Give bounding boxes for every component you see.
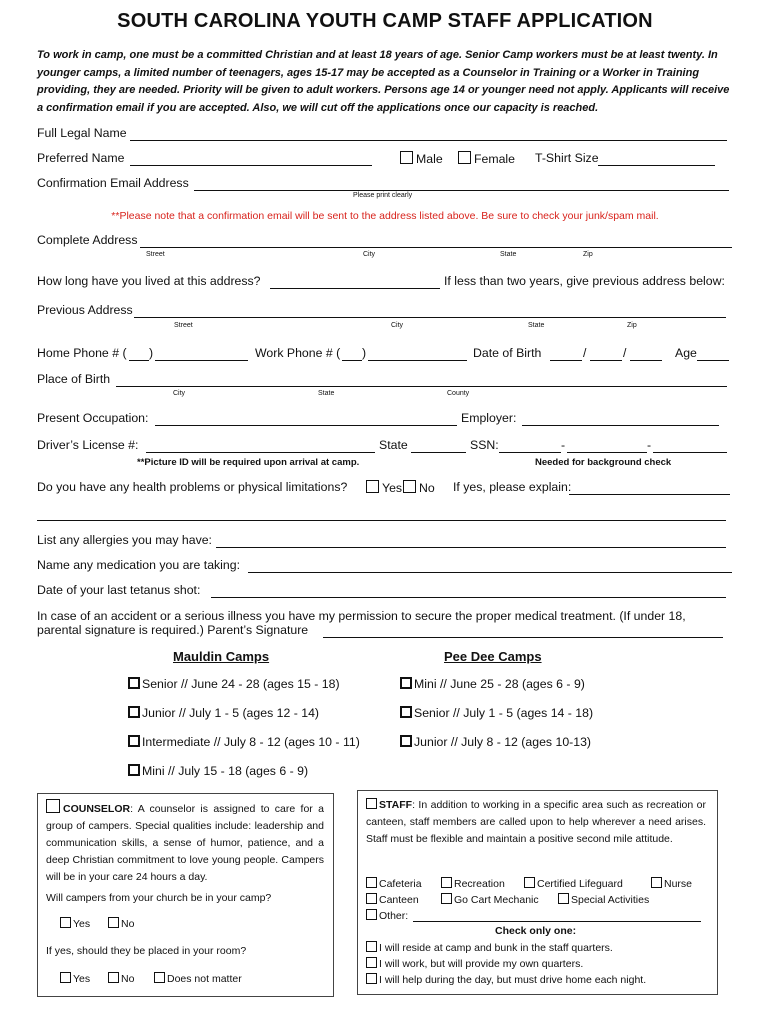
health-yes-checkbox[interactable] — [366, 480, 379, 493]
staff-option-label: Canteen — [379, 894, 419, 906]
q1-yes-label: Yes — [73, 918, 91, 930]
staff-option-label: Recreation — [454, 878, 505, 890]
work-phone-paren: ) — [362, 346, 367, 360]
female-checkbox[interactable] — [458, 151, 471, 164]
full-name-label: Full Legal Name — [37, 126, 127, 140]
place-of-birth-field[interactable] — [116, 386, 727, 387]
if-less-label: If less than two years, give previous address below: — [444, 274, 725, 288]
camp-option[interactable] — [400, 706, 593, 720]
q1-no-checkbox[interactable] — [108, 917, 119, 928]
camp-checkbox[interactable] — [400, 677, 412, 689]
male-option[interactable] — [400, 151, 443, 166]
staff-option-label: Nurse — [664, 878, 693, 890]
background-check-note: Needed for background check — [535, 457, 672, 468]
prev-street-caption: Street — [174, 322, 193, 329]
complete-address-label: Complete Address — [37, 233, 138, 247]
zip-caption: Zip — [583, 251, 593, 258]
dob-slash-2: / — [623, 346, 627, 360]
home-phone-label: Home Phone # ( — [37, 346, 127, 360]
camp-checkbox[interactable] — [400, 735, 412, 747]
counselor-desc: : A counselor is assigned to care for a group of campers. Special qualities include: leadership and communication skills, a sense of humor, patience, and a deep Christian commitment to love young people. Campers will be in your care 24 hours a day. — [46, 803, 324, 883]
counselor-question-1: Will campers from your church be in your camp? — [46, 892, 272, 904]
parental-signature-label: parental signature is required.) Parent’s Signature — [37, 623, 309, 637]
camp-checkbox[interactable] — [128, 764, 140, 776]
staff-option[interactable] — [441, 877, 505, 890]
camp-option[interactable] — [128, 677, 340, 691]
stay-label: I will reside at camp and bunk in the staff quarters. — [379, 942, 613, 954]
occupation-field[interactable] — [155, 425, 457, 426]
work-phone-label: Work Phone # ( — [255, 346, 341, 360]
staff-option-checkbox[interactable] — [366, 893, 377, 904]
home-phone-paren: ) — [149, 346, 154, 360]
camp-label: Mini // July 15 - 18 (ages 6 - 9) — [142, 764, 309, 778]
dob-month-field[interactable] — [550, 360, 582, 361]
staff-other-checkbox[interactable] — [366, 909, 377, 920]
staff-option-label: Certified Lifeguard — [537, 878, 623, 890]
staff-title: STAFF — [379, 799, 413, 811]
staff-option-label: Go Cart Mechanic — [454, 894, 539, 906]
tetanus-label: Date of your last tetanus shot: — [37, 583, 201, 597]
stay-option[interactable] — [366, 973, 646, 986]
q1-no-label: No — [121, 918, 135, 930]
allergies-label: List any allergies you may have: — [37, 533, 212, 547]
staff-option[interactable] — [651, 877, 692, 890]
age-label: Age — [675, 346, 697, 360]
occupation-label: Present Occupation: — [37, 411, 149, 425]
q2-no-option[interactable] — [108, 972, 134, 985]
camp-checkbox[interactable] — [128, 706, 140, 718]
staff-other-label: Other: — [379, 910, 409, 922]
camp-option[interactable] — [128, 735, 360, 749]
check-one-label: Check only one: — [495, 925, 577, 937]
q2-not-matter-option[interactable] — [154, 972, 242, 985]
staff-option-label: Special Activities — [571, 894, 650, 906]
female-option[interactable] — [458, 151, 515, 166]
male-checkbox[interactable] — [400, 151, 413, 164]
intro-paragraph: To work in camp, one must be a committed Christian and at least 18 years of age. Senior Camp workers must be at least twenty. In younger camps, a limited number of teenagers, ages 15-17 may be accepted as a Counselor in Training or a Worker in Training providing, they are needed. Priority will be given to adult workers. Persons age 14 or younger need not apply. Applicants will receive a confirmation email if you are accepted. Also, we will cut off the applications once our capacity is reached. — [37, 49, 730, 114]
email-warning: **Please note that a confirmation email will be sent to the address listed above. Be sure to check your junk/spam mail. — [111, 210, 659, 222]
email-label: Confirmation Email Address — [37, 176, 189, 190]
q1-yes-checkbox[interactable] — [60, 917, 71, 928]
prev-state-caption: State — [528, 322, 545, 329]
q2-yes-label: Yes — [73, 973, 91, 985]
stay-option[interactable] — [366, 957, 583, 970]
male-label: Male — [416, 152, 443, 166]
street-caption: Street — [146, 251, 165, 258]
health-explain-line-2[interactable] — [37, 520, 726, 521]
q2-not-matter-label: Does not matter — [167, 973, 242, 985]
medication-label: Name any medication you are taking: — [37, 558, 241, 572]
q2-not-matter-checkbox[interactable] — [154, 972, 165, 983]
staff-other-field[interactable] — [413, 921, 701, 922]
staff-desc: : In addition to working in a specific area such as recreation or canteen, staff members are called upon to help wherever a need arises. Staff must be flexible and maintain a positive second mile attitude. — [366, 799, 706, 845]
stay-label: I will work, but will provide my own quarters. — [379, 958, 584, 970]
drivers-license-label: Driver’s License #: — [37, 438, 139, 452]
ssn-part2-field[interactable] — [567, 452, 647, 453]
health-label: Do you have any health problems or physical limitations? — [37, 480, 348, 494]
camp-label: Senior // July 1 - 5 (ages 14 - 18) — [414, 706, 594, 720]
complete-address-field[interactable] — [140, 247, 732, 248]
employer-label: Employer: — [461, 411, 517, 425]
prev-zip-caption: Zip — [627, 322, 637, 329]
ssn-dash-2: - — [647, 438, 652, 452]
state-caption: State — [500, 251, 517, 258]
city-caption: City — [363, 251, 376, 258]
camp-option[interactable] — [128, 764, 308, 778]
work-area-code-field[interactable] — [342, 360, 362, 361]
dob-year-field[interactable] — [630, 360, 662, 361]
q2-yes-option[interactable] — [60, 972, 90, 985]
counselor-question-2: If yes, should they be placed in your room? — [46, 945, 247, 957]
pob-city-caption: City — [173, 390, 186, 397]
ssn-part1-field[interactable] — [499, 452, 561, 453]
ssn-label: SSN: — [470, 438, 499, 452]
medication-field[interactable] — [248, 572, 732, 573]
if-yes-explain-label: If yes, please explain: — [453, 480, 572, 494]
q2-yes-checkbox[interactable] — [60, 972, 71, 983]
previous-address-label: Previous Address — [37, 303, 133, 317]
stay-label: I will help during the day, but must drive home each night. — [379, 974, 647, 986]
camp-option[interactable] — [128, 706, 319, 720]
mauldin-camps-header: Mauldin Camps — [173, 649, 270, 664]
staff-other-option[interactable] — [366, 909, 408, 922]
stay-checkbox[interactable] — [366, 957, 377, 968]
counselor-checkbox[interactable] — [46, 799, 60, 813]
health-no-checkbox[interactable] — [403, 480, 416, 493]
preferred-name-label: Preferred Name — [37, 151, 125, 165]
staff-option-checkbox[interactable] — [441, 893, 452, 904]
q2-no-label: No — [121, 973, 135, 985]
camp-label: Mini // June 25 - 28 (ages 6 - 9) — [414, 677, 585, 691]
camp-label: Junior // July 8 - 12 (ages 10-13) — [414, 735, 592, 749]
camp-label: Junior // July 1 - 5 (ages 12 - 14) — [142, 706, 320, 720]
health-no-label: No — [419, 481, 435, 495]
q1-no-option[interactable] — [108, 917, 134, 930]
dl-state-label: State — [379, 438, 408, 452]
health-yes-option[interactable] — [366, 480, 402, 495]
home-area-code-field[interactable] — [129, 360, 149, 361]
staff-option[interactable] — [524, 877, 623, 890]
email-field[interactable] — [194, 190, 729, 191]
staff-option[interactable] — [366, 877, 422, 890]
work-phone-field[interactable] — [368, 360, 467, 361]
drivers-license-field[interactable] — [146, 452, 375, 453]
form-title: SOUTH CAROLINA YOUTH CAMP STAFF APPLICATION — [117, 10, 653, 32]
camp-checkbox[interactable] — [128, 735, 140, 747]
staff-option-checkbox[interactable] — [558, 893, 569, 904]
dob-day-field[interactable] — [590, 360, 622, 361]
dob-label: Date of Birth — [473, 346, 542, 360]
staff-option-label: Cafeteria — [379, 878, 422, 890]
q2-no-checkbox[interactable] — [108, 972, 119, 983]
parent-signature-field[interactable] — [323, 637, 723, 638]
staff-option-checkbox[interactable] — [366, 877, 377, 888]
dob-slash-1: / — [583, 346, 587, 360]
staff-checkbox[interactable] — [366, 798, 377, 809]
staff-option-checkbox[interactable] — [524, 877, 535, 888]
picture-id-note: **Picture ID will be required upon arrival at camp. — [137, 457, 360, 468]
camp-label: Intermediate // July 8 - 12 (ages 10 - 11) — [142, 735, 360, 749]
staff-option[interactable] — [558, 893, 649, 906]
staff-option-checkbox[interactable] — [441, 877, 452, 888]
preferred-name-field[interactable] — [130, 165, 372, 166]
accident-permission-text: In case of an accident or a serious illness you have my permission to secure the proper medical treatment. (If under 18, — [37, 609, 686, 623]
ssn-part3-field[interactable] — [653, 452, 727, 453]
prev-city-caption: City — [391, 322, 404, 329]
how-long-field[interactable] — [270, 288, 440, 289]
stay-option[interactable] — [366, 941, 613, 954]
print-clearly-note: Please print clearly — [353, 192, 413, 199]
previous-address-field[interactable] — [134, 317, 726, 318]
full-name-field[interactable] — [130, 140, 727, 141]
how-long-label: How long have you lived at this address? — [37, 274, 261, 288]
health-yes-label: Yes — [382, 481, 403, 495]
camp-option[interactable] — [400, 735, 591, 749]
q1-yes-option[interactable] — [60, 917, 90, 930]
age-field[interactable] — [697, 360, 729, 361]
employer-field[interactable] — [522, 425, 719, 426]
tshirt-label: T-Shirt Size — [535, 151, 599, 165]
pob-state-caption: State — [318, 390, 335, 397]
dl-state-field[interactable] — [411, 452, 466, 453]
stay-checkbox[interactable] — [366, 973, 377, 984]
pob-county-caption: County — [447, 390, 470, 397]
stay-checkbox[interactable] — [366, 941, 377, 952]
camp-checkbox[interactable] — [400, 706, 412, 718]
camp-label: Senior // June 24 - 28 (ages 15 - 18) — [142, 677, 340, 691]
counselor-title: COUNSELOR — [63, 803, 131, 815]
allergies-field[interactable] — [216, 547, 726, 548]
counselor-description — [46, 799, 324, 886]
health-no-option[interactable] — [403, 480, 435, 495]
tshirt-field[interactable] — [598, 165, 715, 166]
staff-option[interactable] — [366, 893, 419, 906]
peedee-camps-header: Pee Dee Camps — [444, 649, 542, 664]
home-phone-field[interactable] — [155, 360, 248, 361]
female-label: Female — [474, 152, 516, 166]
camp-checkbox[interactable] — [128, 677, 140, 689]
staff-option[interactable] — [441, 893, 539, 906]
camp-option[interactable] — [400, 677, 585, 691]
place-of-birth-label: Place of Birth — [37, 372, 111, 386]
tetanus-field[interactable] — [211, 597, 726, 598]
ssn-dash-1: - — [561, 438, 566, 452]
staff-option-checkbox[interactable] — [651, 877, 662, 888]
staff-description — [366, 797, 706, 848]
health-explain-field[interactable] — [569, 494, 730, 495]
